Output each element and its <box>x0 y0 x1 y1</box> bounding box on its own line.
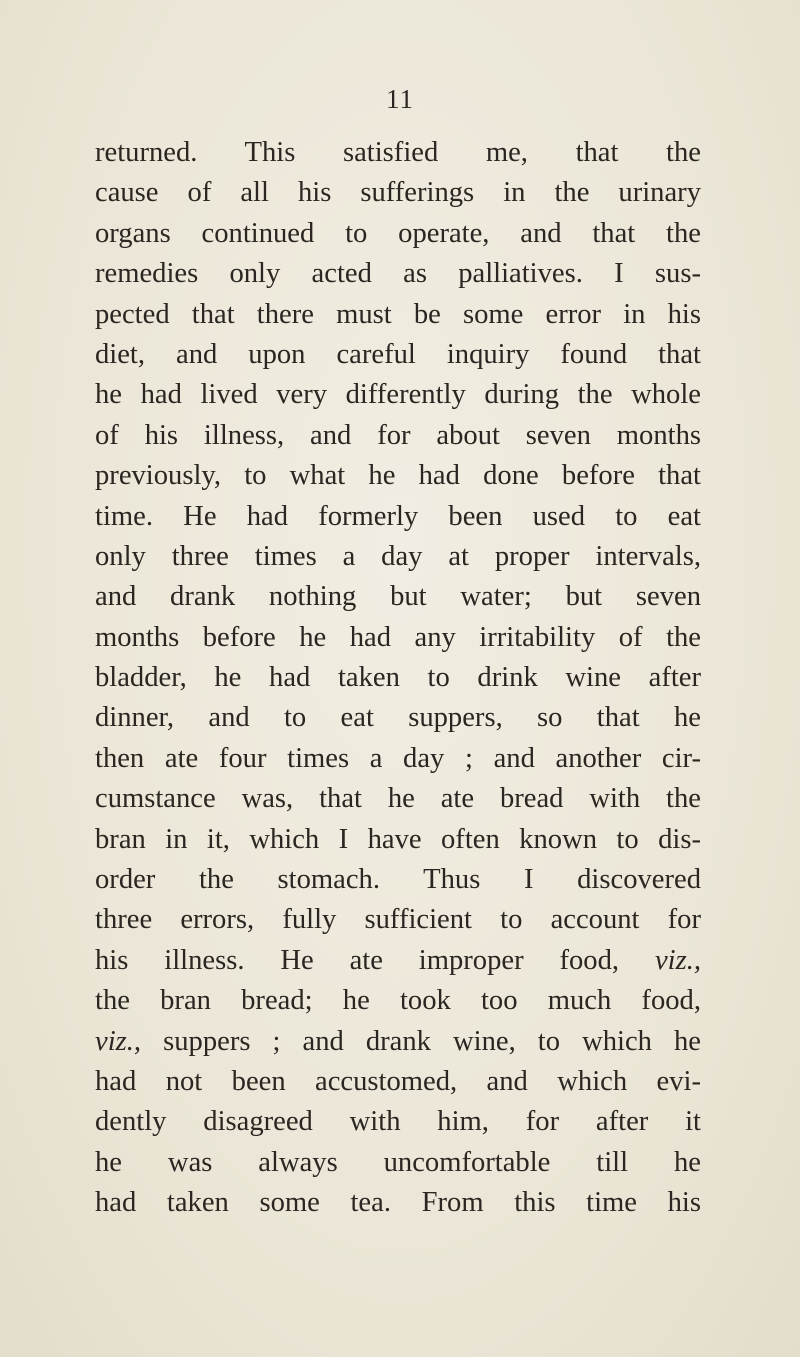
text-line: had not been accustomed, and which evi- <box>95 1065 701 1097</box>
text-line: bran in it, which I have often known to dis- <box>95 823 701 855</box>
italic-abbreviation: viz., <box>95 1025 142 1057</box>
text-line: had taken some tea. From this time his <box>95 1187 701 1219</box>
text-line <box>95 1022 701 1062</box>
text-line <box>95 941 701 981</box>
text-line: the bran bread; he took too much food, <box>95 985 701 1017</box>
text-line: he had lived very differently during the whole <box>95 379 701 411</box>
text-line: bladder, he had taken to drink wine after <box>95 662 701 694</box>
text-line: returned. This satisfied me, that the <box>95 137 701 168</box>
text-segment: suppers ; and drank wine, to which he <box>163 1025 701 1057</box>
text-line: cause of all his sufferings in the urinary <box>95 177 701 209</box>
text-line: organs continued to operate, and that the <box>95 217 701 249</box>
text-line: dently disagreed with him, for after it <box>95 1106 701 1138</box>
text-line: time. He had formerly been used to eat <box>95 500 701 532</box>
text-line: he was always uncomfortable till he <box>95 1146 701 1178</box>
text-line: order the stomach. Thus I discovered <box>95 864 701 896</box>
text-line: previously, to what he had done before that <box>95 460 701 492</box>
text-line: of his illness, and for about seven months <box>95 419 701 451</box>
text-line: three errors, fully sufficient to account for <box>95 904 701 936</box>
page-number: 11 <box>386 84 414 114</box>
text-line: dinner, and to eat suppers, so that he <box>95 702 701 734</box>
text-line: and drank nothing but water; but seven <box>95 581 701 613</box>
text-line: only three times a day at proper intervals, <box>95 540 701 572</box>
body-text <box>95 133 701 1224</box>
text-line: months before he had any irritability of the <box>95 621 701 653</box>
text-line: diet, and upon careful inquiry found that <box>95 338 701 370</box>
text-line: pected that there must be some error in his <box>95 298 701 330</box>
text-line: remedies only acted as palliatives. I sus- <box>95 258 701 290</box>
italic-abbreviation: viz., <box>654 944 701 976</box>
text-segment: his illness. He ate improper food, <box>95 944 620 976</box>
text-line: cumstance was, that he ate bread with the <box>95 783 701 815</box>
text-line: then ate four times a day ; and another cir- <box>95 742 701 774</box>
